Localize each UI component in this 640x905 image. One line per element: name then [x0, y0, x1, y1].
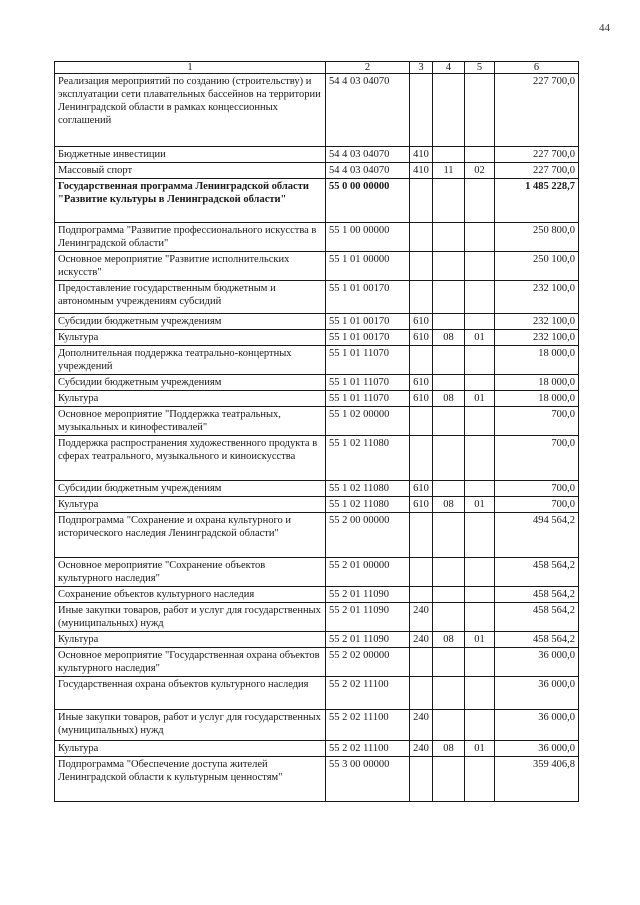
row-expense-type-cell [410, 648, 433, 677]
row-subsection-cell [465, 314, 495, 330]
row-name-cell: Подпрограмма "Развитие профессионального искусства в Ленинградской области" [55, 223, 326, 252]
table-row [55, 757, 579, 802]
row-expense-type-cell [410, 281, 433, 314]
row-code-cell: 55 2 01 11090 [326, 587, 410, 603]
row-subsection-cell [465, 375, 495, 391]
row-subsection-cell [465, 147, 495, 163]
table-row [55, 513, 579, 558]
row-subsection-cell [465, 648, 495, 677]
row-amount-cell: 250 100,0 [495, 252, 579, 281]
row-section-cell [433, 179, 465, 223]
row-section-cell: 11 [433, 163, 465, 179]
row-subsection-cell [465, 252, 495, 281]
row-expense-type-cell: 610 [410, 330, 433, 346]
row-section-cell [433, 677, 465, 710]
row-amount-cell: 250 800,0 [495, 223, 579, 252]
row-section-cell: 08 [433, 632, 465, 648]
table-row [55, 391, 579, 407]
row-expense-type-cell [410, 436, 433, 481]
row-section-cell: 08 [433, 741, 465, 757]
row-amount-cell: 458 564,2 [495, 558, 579, 587]
row-name-cell: Культура [55, 632, 326, 648]
row-amount-cell: 458 564,2 [495, 632, 579, 648]
column-header: 4 [433, 62, 465, 74]
column-header: 3 [410, 62, 433, 74]
table-row [55, 163, 579, 179]
row-section-cell [433, 513, 465, 558]
table-row [55, 587, 579, 603]
row-code-cell: 55 1 01 00000 [326, 252, 410, 281]
row-section-cell [433, 481, 465, 497]
table-row [55, 436, 579, 481]
row-subsection-cell [465, 587, 495, 603]
row-expense-type-cell [410, 74, 433, 147]
row-subsection-cell [465, 710, 495, 741]
row-section-cell [433, 375, 465, 391]
row-code-cell: 55 2 01 11090 [326, 632, 410, 648]
row-expense-type-cell [410, 179, 433, 223]
row-section-cell [433, 407, 465, 436]
row-expense-type-cell: 610 [410, 314, 433, 330]
row-section-cell [433, 603, 465, 632]
row-section-cell [433, 587, 465, 603]
column-header: 5 [465, 62, 495, 74]
row-amount-cell: 700,0 [495, 407, 579, 436]
row-amount-cell: 227 700,0 [495, 163, 579, 179]
row-amount-cell: 700,0 [495, 497, 579, 513]
row-expense-type-cell: 240 [410, 603, 433, 632]
row-amount-cell: 18 000,0 [495, 346, 579, 375]
row-name-cell: Основное мероприятие "Государственная охрана объектов культурного наследия" [55, 648, 326, 677]
table-row [55, 330, 579, 346]
row-subsection-cell: 01 [465, 391, 495, 407]
row-amount-cell: 18 000,0 [495, 375, 579, 391]
row-code-cell: 55 1 01 11070 [326, 391, 410, 407]
row-code-cell: 55 2 02 11100 [326, 677, 410, 710]
row-section-cell [433, 346, 465, 375]
row-section-cell [433, 710, 465, 741]
row-name-cell: Основное мероприятие "Поддержка театральных, музыкальных и кинофестивалей" [55, 407, 326, 436]
row-subsection-cell [465, 677, 495, 710]
row-code-cell: 55 1 01 00170 [326, 281, 410, 314]
row-amount-cell: 18 000,0 [495, 391, 579, 407]
row-expense-type-cell [410, 587, 433, 603]
row-name-cell: Субсидии бюджетным учреждениям [55, 314, 326, 330]
table-row [55, 407, 579, 436]
table-row [55, 74, 579, 147]
row-code-cell: 55 2 01 11090 [326, 603, 410, 632]
row-amount-cell: 36 000,0 [495, 710, 579, 741]
row-code-cell: 55 0 00 00000 [326, 179, 410, 223]
row-amount-cell: 227 700,0 [495, 74, 579, 147]
table-row [55, 252, 579, 281]
row-section-cell [433, 74, 465, 147]
row-code-cell: 55 2 02 11100 [326, 710, 410, 741]
row-name-cell: Подпрограмма "Обеспечение доступа жителей Ленинградской области к культурным ценностям" [55, 757, 326, 802]
row-name-cell: Основное мероприятие "Сохранение объектов культурного наследия" [55, 558, 326, 587]
row-subsection-cell [465, 223, 495, 252]
row-code-cell: 54 4 03 04070 [326, 147, 410, 163]
table-row [55, 677, 579, 710]
row-code-cell: 54 4 03 04070 [326, 163, 410, 179]
row-amount-cell: 458 564,2 [495, 603, 579, 632]
row-name-cell: Поддержка распространения художественного продукта в сферах театрального, музыкального и киноискусства [55, 436, 326, 481]
table-row [55, 497, 579, 513]
row-subsection-cell: 02 [465, 163, 495, 179]
row-subsection-cell [465, 757, 495, 802]
row-code-cell: 55 2 01 00000 [326, 558, 410, 587]
row-code-cell: 55 1 01 11070 [326, 375, 410, 391]
row-code-cell: 55 2 00 00000 [326, 513, 410, 558]
row-amount-cell: 227 700,0 [495, 147, 579, 163]
column-header: 6 [495, 62, 579, 74]
row-name-cell: Субсидии бюджетным учреждениям [55, 375, 326, 391]
table-row [55, 710, 579, 741]
row-section-cell: 08 [433, 497, 465, 513]
row-section-cell [433, 252, 465, 281]
row-section-cell [433, 281, 465, 314]
row-subsection-cell [465, 603, 495, 632]
row-subsection-cell: 01 [465, 632, 495, 648]
table-row [55, 558, 579, 587]
row-name-cell: Культура [55, 330, 326, 346]
row-code-cell: 55 1 02 00000 [326, 407, 410, 436]
row-code-cell: 54 4 03 04070 [326, 74, 410, 147]
row-expense-type-cell [410, 252, 433, 281]
row-code-cell: 55 1 01 11070 [326, 346, 410, 375]
row-amount-cell: 36 000,0 [495, 648, 579, 677]
row-subsection-cell: 01 [465, 741, 495, 757]
budget-table [54, 61, 579, 802]
table-body [55, 74, 579, 802]
row-expense-type-cell [410, 407, 433, 436]
table-row [55, 741, 579, 757]
row-name-cell: Субсидии бюджетным учреждениям [55, 481, 326, 497]
row-name-cell: Культура [55, 497, 326, 513]
row-expense-type-cell: 240 [410, 632, 433, 648]
row-code-cell: 55 1 02 11080 [326, 497, 410, 513]
row-subsection-cell [465, 74, 495, 147]
row-expense-type-cell [410, 757, 433, 802]
row-section-cell [433, 314, 465, 330]
table-row [55, 632, 579, 648]
row-code-cell: 55 2 02 00000 [326, 648, 410, 677]
row-name-cell: Предоставление государственным бюджетным и автономным учреждениям субсидий [55, 281, 326, 314]
row-subsection-cell [465, 281, 495, 314]
table-row [55, 648, 579, 677]
page-number: 44 [599, 22, 610, 34]
row-name-cell: Иные закупки товаров, работ и услуг для государственных (муниципальных) нужд [55, 710, 326, 741]
row-amount-cell: 458 564,2 [495, 587, 579, 603]
row-name-cell: Бюджетные инвестиции [55, 147, 326, 163]
row-subsection-cell [465, 179, 495, 223]
row-name-cell: Основное мероприятие "Развитие исполнительских искусств" [55, 252, 326, 281]
row-code-cell: 55 1 01 00170 [326, 314, 410, 330]
row-subsection-cell [465, 513, 495, 558]
row-section-cell [433, 436, 465, 481]
row-code-cell: 55 3 00 00000 [326, 757, 410, 802]
row-amount-cell: 36 000,0 [495, 741, 579, 757]
table-row [55, 346, 579, 375]
row-expense-type-cell: 240 [410, 741, 433, 757]
row-code-cell: 55 1 00 00000 [326, 223, 410, 252]
table-row [55, 314, 579, 330]
row-amount-cell: 232 100,0 [495, 281, 579, 314]
column-header: 2 [326, 62, 410, 74]
row-expense-type-cell: 610 [410, 481, 433, 497]
row-section-cell [433, 223, 465, 252]
row-amount-cell: 359 406,8 [495, 757, 579, 802]
row-amount-cell: 36 000,0 [495, 677, 579, 710]
row-section-cell: 08 [433, 391, 465, 407]
row-section-cell [433, 147, 465, 163]
row-amount-cell: 494 564,2 [495, 513, 579, 558]
row-section-cell [433, 558, 465, 587]
row-name-cell: Культура [55, 391, 326, 407]
row-expense-type-cell: 610 [410, 497, 433, 513]
table-row [55, 179, 579, 223]
row-subsection-cell [465, 407, 495, 436]
row-name-cell: Иные закупки товаров, работ и услуг для государственных (муниципальных) нужд [55, 603, 326, 632]
row-name-cell: Культура [55, 741, 326, 757]
row-expense-type-cell: 410 [410, 147, 433, 163]
row-expense-type-cell [410, 223, 433, 252]
row-code-cell: 55 1 01 00170 [326, 330, 410, 346]
row-amount-cell: 232 100,0 [495, 314, 579, 330]
row-subsection-cell [465, 346, 495, 375]
row-subsection-cell [465, 436, 495, 481]
row-subsection-cell [465, 558, 495, 587]
row-expense-type-cell: 410 [410, 163, 433, 179]
row-amount-cell: 700,0 [495, 481, 579, 497]
row-name-cell: Государственная охрана объектов культурного наследия [55, 677, 326, 710]
row-expense-type-cell [410, 558, 433, 587]
table-row [55, 481, 579, 497]
column-header: 1 [55, 62, 326, 74]
row-subsection-cell [465, 481, 495, 497]
row-amount-cell: 232 100,0 [495, 330, 579, 346]
row-section-cell: 08 [433, 330, 465, 346]
row-name-cell: Реализация мероприятий по созданию (строительству) и эксплуатации сети плавательных бассейнов на территории Ленинградской области в рамках концессионных соглашений [55, 74, 326, 147]
row-amount-cell: 700,0 [495, 436, 579, 481]
row-name-cell: Дополнительная поддержка театрально-концертных учреждений [55, 346, 326, 375]
row-subsection-cell: 01 [465, 330, 495, 346]
row-subsection-cell: 01 [465, 497, 495, 513]
row-expense-type-cell: 240 [410, 710, 433, 741]
row-code-cell: 55 2 02 11100 [326, 741, 410, 757]
row-name-cell: Массовый спорт [55, 163, 326, 179]
header-row [55, 62, 579, 74]
row-expense-type-cell [410, 513, 433, 558]
row-expense-type-cell: 610 [410, 391, 433, 407]
row-expense-type-cell: 610 [410, 375, 433, 391]
row-name-cell: Подпрограмма "Сохранение и охрана культурного и исторического наследия Ленинградской области" [55, 513, 326, 558]
table-row [55, 223, 579, 252]
row-expense-type-cell [410, 677, 433, 710]
table-row [55, 147, 579, 163]
row-amount-cell: 1 485 228,7 [495, 179, 579, 223]
row-code-cell: 55 1 02 11080 [326, 436, 410, 481]
table-row [55, 603, 579, 632]
row-code-cell: 55 1 02 11080 [326, 481, 410, 497]
row-section-cell [433, 757, 465, 802]
table-row [55, 281, 579, 314]
row-name-cell: Сохранение объектов культурного наследия [55, 587, 326, 603]
row-section-cell [433, 648, 465, 677]
row-name-cell: Государственная программа Ленинградской области "Развитие культуры в Ленинградской области" [55, 179, 326, 223]
table-row [55, 375, 579, 391]
row-expense-type-cell [410, 346, 433, 375]
